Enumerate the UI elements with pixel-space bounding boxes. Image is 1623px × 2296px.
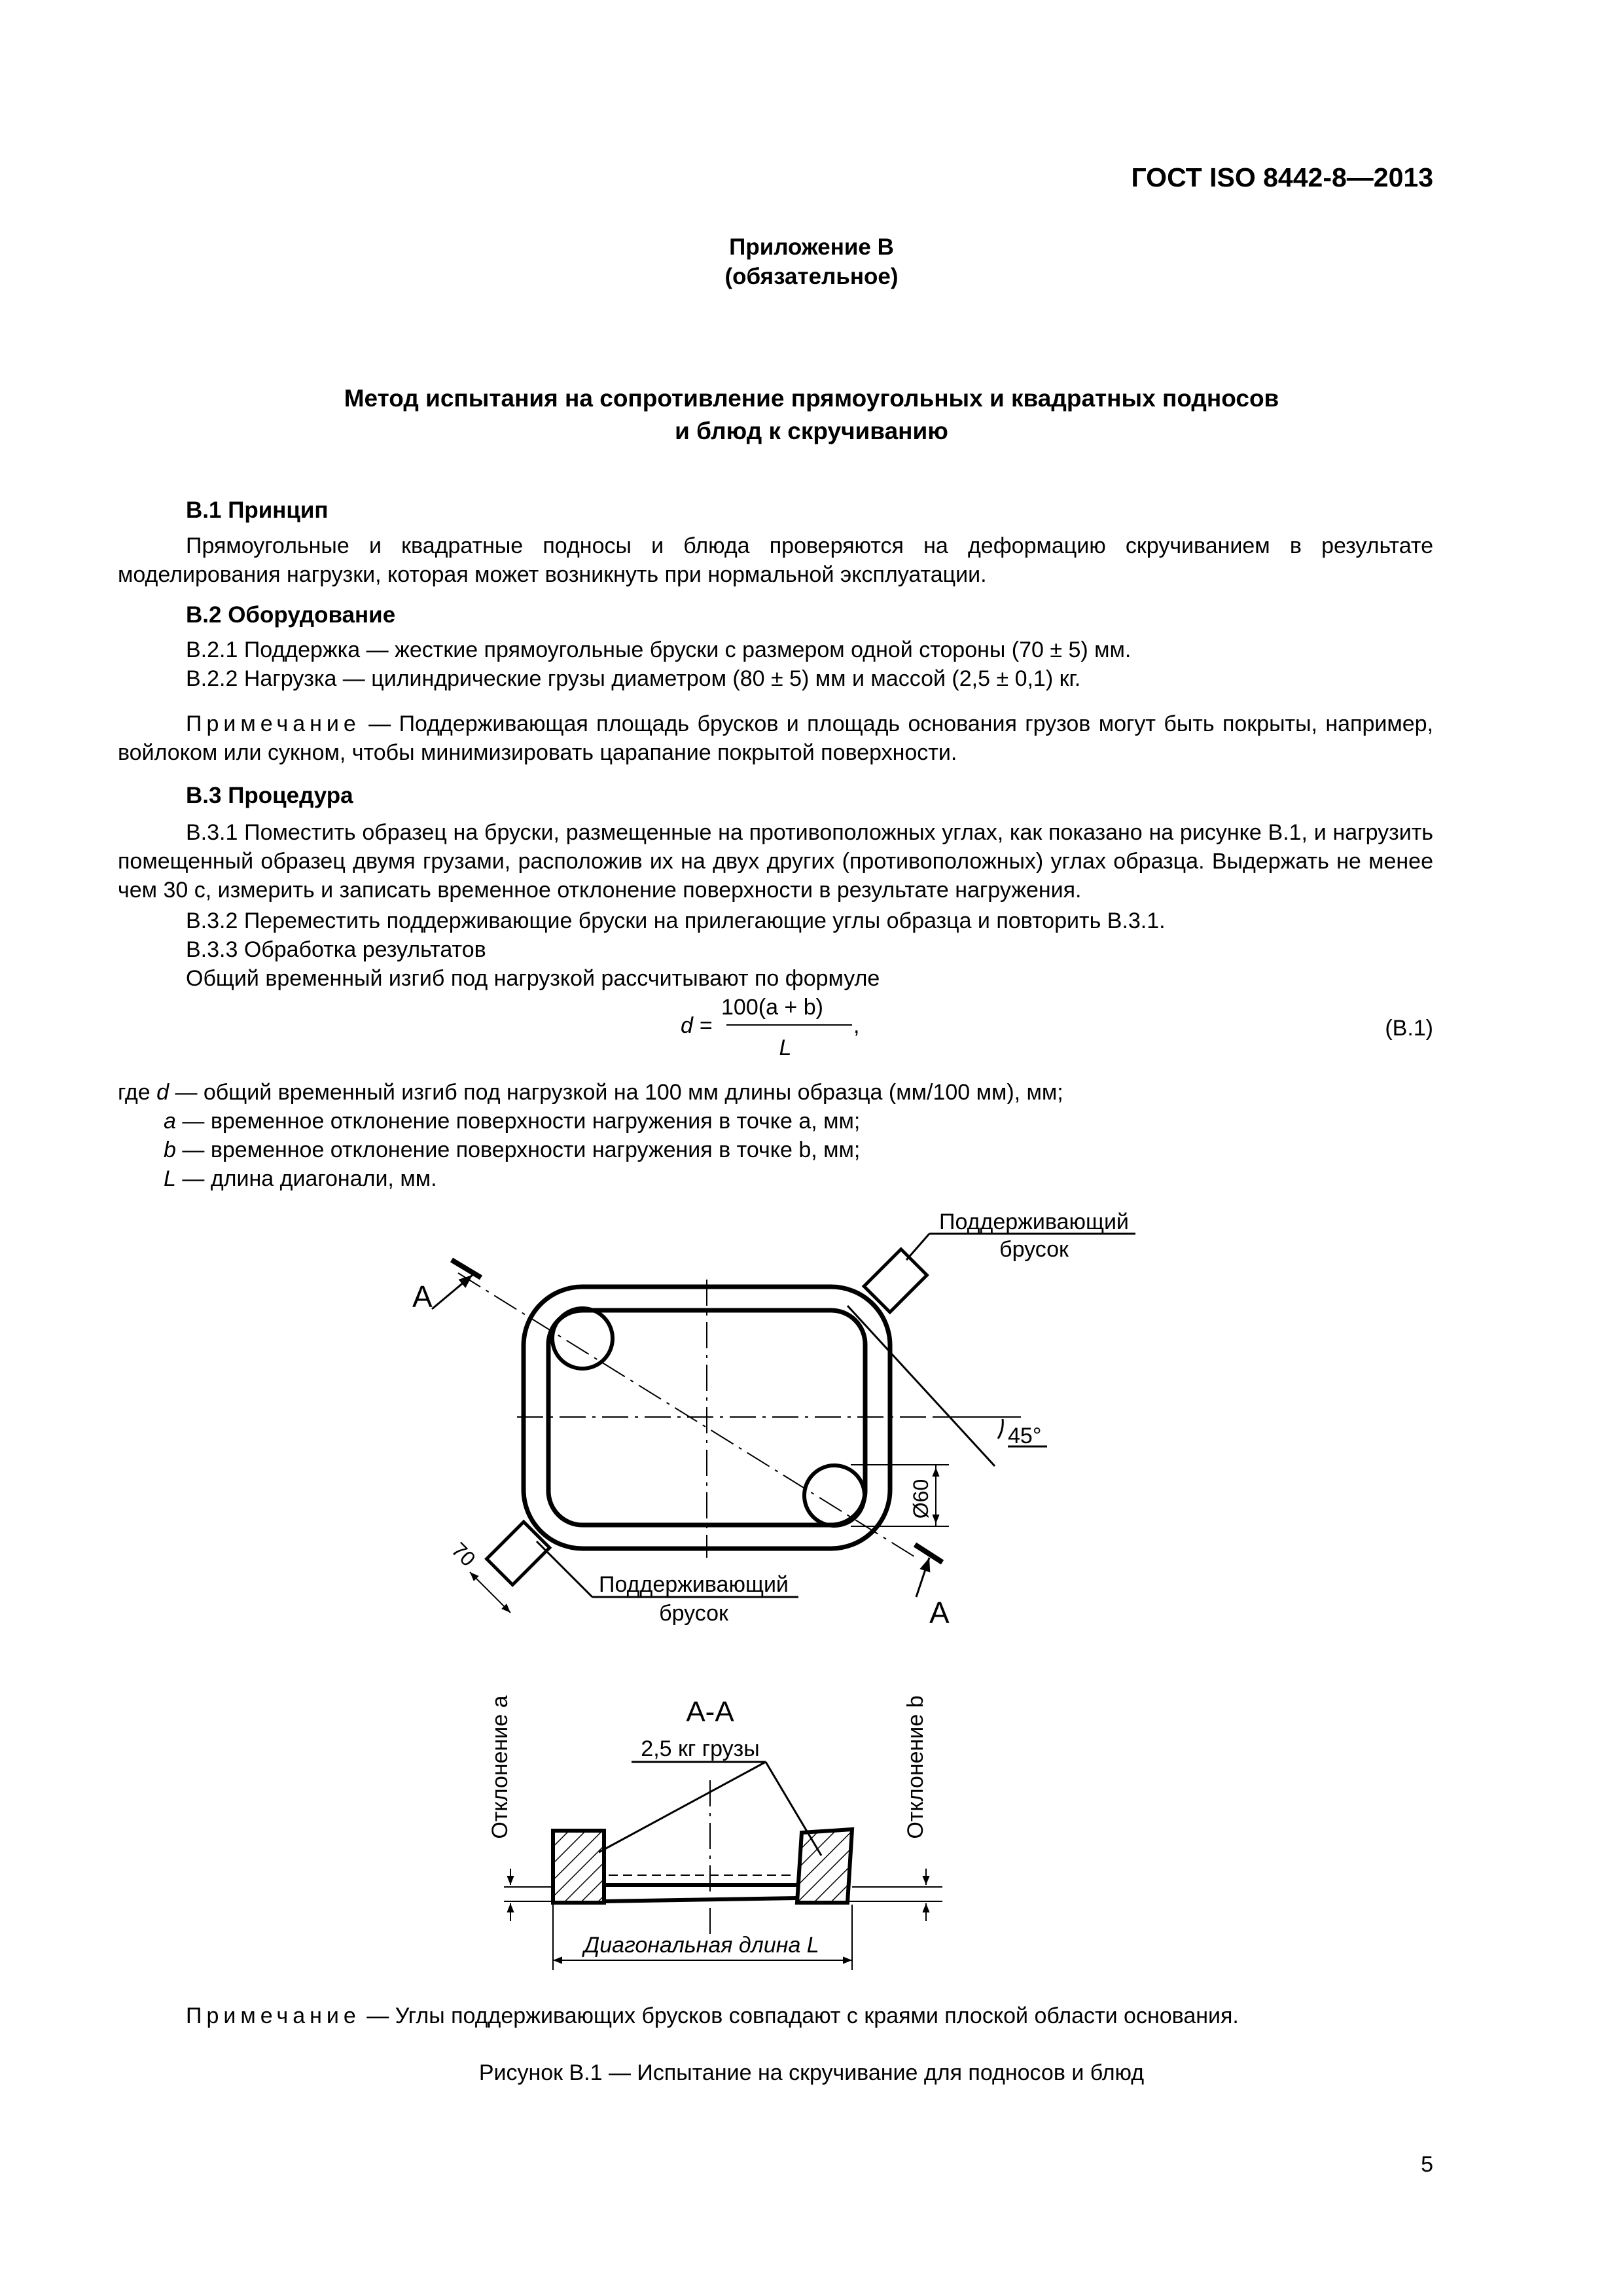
formula-intro: Общий временный изгиб под нагрузкой рассчитывают по формуле <box>186 966 880 991</box>
section-end-top <box>452 1260 481 1278</box>
heading-b1: В.1 Принцип <box>186 497 329 523</box>
heading-b3: В.3 Процедура <box>186 783 353 808</box>
weight-circle-bottom-right <box>804 1465 865 1526</box>
angle-arc <box>998 1419 1003 1439</box>
item-b21: В.2.1 Поддержка — жесткие прямоугольные бруски с размером одной стороны (70 ± 5) мм. <box>186 637 1132 662</box>
section-arrow-bottom <box>916 1558 929 1597</box>
diameter-label: Ø60 <box>909 1479 933 1519</box>
section-title-line2: и блюд к скручиванию <box>675 418 948 444</box>
weight-circle-top-left <box>552 1308 613 1369</box>
formula-numerator: 100(a + b) <box>721 995 823 1020</box>
where-line-a: a — временное отклонение поверхности нагружения в точке a, мм; <box>164 1109 861 1134</box>
section-title-line1: Метод испытания на сопротивление прямоугольных и квадратных подносов <box>344 385 1279 412</box>
support-label-bottom-1: Поддерживающий <box>599 1572 789 1597</box>
section-view <box>488 1695 942 1970</box>
weight-right <box>797 1829 852 1903</box>
formula-denominator: L <box>779 1035 792 1060</box>
section-mark-top: А <box>412 1280 433 1314</box>
size-70-label: 70 <box>447 1537 480 1571</box>
item-b31: В.3.1 Поместить образец на бруски, размещенные на противоположных углах, как показано на рисунке В.1, и нагрузить помещенный образец двумя грузами, расположив их на двух других (противоположных) углах образца. Выдержать не менее чем 30 с, измерить и записать временное отклонение поверхности в результате нагружения. <box>118 820 1433 903</box>
weights-leader-left <box>599 1762 766 1852</box>
support-label-top-2: брусок <box>999 1237 1069 1262</box>
note-b2 <box>118 709 1433 767</box>
support-label-top-1: Поддерживающий <box>939 1210 1129 1234</box>
item-b32: В.3.2 Переместить поддерживающие бруски на прилегающие углы образца и повторить В.3.1. <box>186 908 1166 933</box>
deflection-b-label: Отклонение b <box>903 1695 928 1839</box>
note-label: Примечание <box>186 711 361 736</box>
page-number: 5 <box>1421 2152 1433 2177</box>
angle-line <box>847 1306 995 1466</box>
annex-status: (обязательное) <box>724 264 899 289</box>
weights-label: 2,5 кг грузы <box>641 1736 760 1761</box>
plan-view <box>412 1210 1135 1630</box>
figure-note: Примечание — Углы поддерживающих брусков совпадают с краями плоской области основания. <box>186 2003 1239 2028</box>
note-text: — Поддерживающая площадь брусков и площадь основания грузов могут быть покрыты, например, войлоком или сукном, чтобы минимизировать царапание покрытой поверхности. <box>118 711 1433 765</box>
standard-number: ГОСТ ISO 8442-8—2013 <box>1131 162 1433 192</box>
formula <box>654 988 890 1073</box>
annex-title: Приложение В <box>729 234 894 260</box>
figure-b1 <box>0 1191 1623 1996</box>
section-mark-bottom: А <box>929 1596 950 1630</box>
item-b22: В.2.2 Нагрузка — цилиндрические грузы диаметром (80 ± 5) мм и массой (2,5 ± 0,1) кг. <box>186 666 1081 691</box>
formula-lhs: d = <box>681 1013 713 1038</box>
angle-label: 45° <box>1008 1424 1042 1448</box>
where-line-b: b — временное отклонение поверхности нагружения в точке b, мм; <box>164 1138 861 1162</box>
paragraph-b1: Прямоугольные и квадратные подносы и блюда проверяются на деформацию скручиванием в результате моделирования нагрузки, которая может возникнуть при нормальной эксплуатации. <box>118 533 1433 587</box>
where-line-l: L — длина диагонали, мм. <box>164 1166 437 1191</box>
deflection-a-label: Отклонение a <box>488 1695 512 1839</box>
weight-left <box>553 1831 604 1903</box>
item-b33: В.3.3 Обработка результатов <box>186 937 486 962</box>
diag-length-label: Диагональная длина L <box>584 1933 819 1958</box>
section-arrow-top <box>432 1275 473 1309</box>
section-title: А-А <box>686 1696 734 1728</box>
leader-top <box>906 1234 929 1260</box>
figure-caption: Рисунок В.1 — Испытание на скручивание для подносов и блюд <box>478 2060 1145 2085</box>
support-label-bottom-2: брусок <box>659 1601 728 1626</box>
tray-profile <box>604 1885 797 1901</box>
formula-number: (В.1) <box>1385 1016 1433 1041</box>
formula-comma: , <box>853 1013 860 1038</box>
heading-b2: В.2 Оборудование <box>186 602 396 628</box>
where-line-d: где d — общий временный изгиб под нагрузкой на 100 мм длины образца (мм/100 мм), мм; <box>118 1080 1063 1105</box>
